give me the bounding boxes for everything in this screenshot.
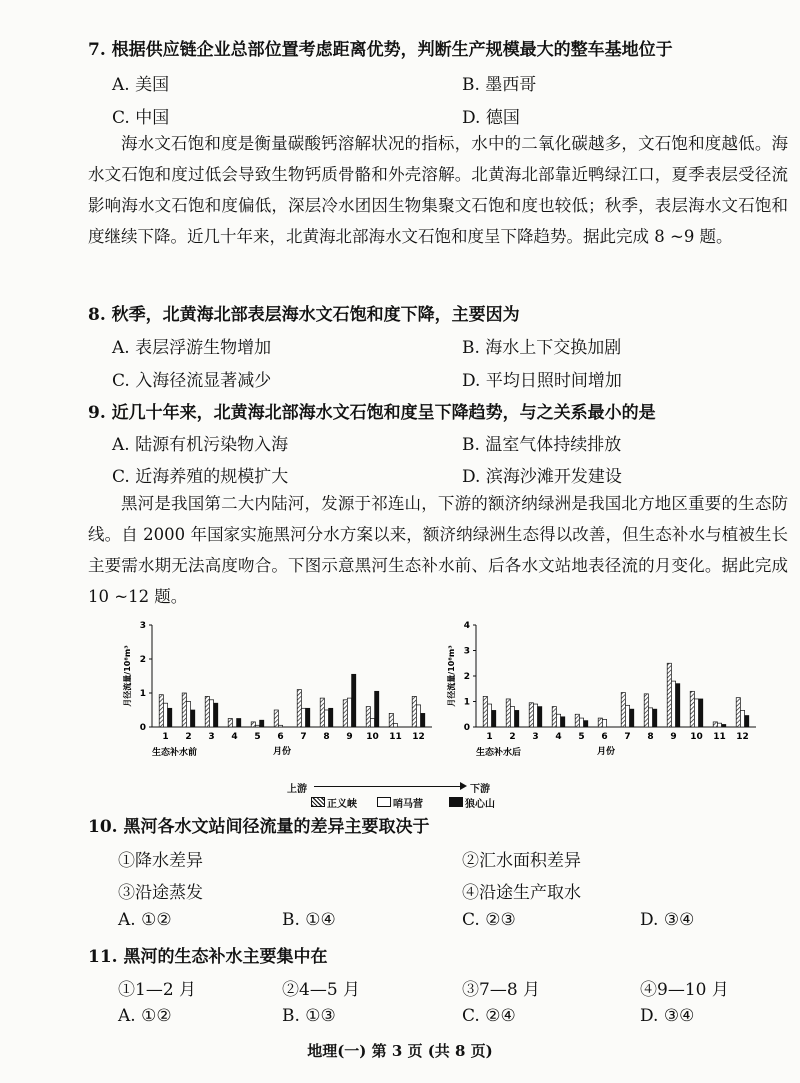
q8-option-a: A. 表层浮游生物增加 [112, 338, 272, 358]
bar-zhengyixia-m12 [412, 696, 416, 727]
y-tick-label: 2 [139, 655, 146, 665]
x-tick-label: 11 [713, 732, 726, 742]
x-tick-label: 11 [389, 732, 402, 742]
y-tick-label: 4 [463, 621, 470, 631]
bar-zhengyixia-m7 [621, 693, 625, 727]
chart-caption: 生态补水后 [476, 748, 522, 758]
x-tick-label: 2 [185, 732, 192, 742]
bar-shaomaying-m6 [278, 725, 282, 727]
bar-langxinshan-m12 [745, 716, 749, 727]
bar-langxinshan-m9 [676, 684, 680, 727]
legend-swatch-shaomaying [377, 797, 391, 807]
x-tick-label: 7 [624, 732, 631, 742]
y-tick-label: 3 [139, 621, 146, 631]
runoff-charts [0, 615, 800, 785]
legend-arrow-head [460, 782, 467, 790]
bar-shaomaying-m1 [163, 703, 167, 727]
x-tick-label: 7 [300, 732, 307, 742]
bar-langxinshan-m1 [492, 710, 496, 727]
bar-zhengyixia-m6 [274, 710, 278, 727]
q10-option-b: B. ①④ [282, 910, 336, 930]
bar-zhengyixia-m10 [366, 707, 370, 727]
x-tick-label: 10 [366, 732, 379, 742]
legend-label-langxinshan: 狼心山 [465, 799, 495, 810]
x-tick-label: 8 [647, 732, 654, 742]
bar-zhengyixia-m11 [713, 722, 717, 727]
q7-option-a: A. 美国 [112, 75, 170, 95]
q9-stem: 9. 近几十年来，北黄海北部海水文石饱和度呈下降趋势，与之关系最小的是 [88, 403, 656, 423]
bar-zhengyixia-m1 [483, 696, 487, 727]
q8-option-c: C. 入海径流显著减少 [112, 371, 272, 391]
x-tick-label: 4 [231, 732, 238, 742]
q9-option-c: C. 近海养殖的规模扩大 [112, 467, 289, 487]
bar-zhengyixia-m6 [598, 718, 602, 727]
bar-langxinshan-m10 [699, 699, 703, 727]
passage-heihe: 黑河是我国第二大内陆河，发源于祁连山，下游的额济纳绿洲是我国北方地区重要的生态防线。自 2000 年国家实施黑河分水方案以来，额济纳绿洲生态得以改善，但生态补水与植被生长主要需水期无法高度吻合。下图示意黑河生态补水前、后各水文站地表径流的月变化。据此完成 10 ~12 题。 [88, 494, 788, 606]
bar-zhengyixia-m2 [506, 699, 510, 727]
bar-shaomaying-m5 [255, 725, 259, 727]
q11-item-1: ①1—2 月 [118, 980, 197, 1000]
bar-langxinshan-m9 [352, 674, 356, 727]
legend-swatch-langxinshan [449, 797, 463, 807]
bar-zhengyixia-m5 [251, 722, 255, 727]
legend-label-shaomaying: 哨马营 [393, 799, 423, 810]
bar-zhengyixia-m3 [529, 703, 533, 727]
x-axis-label: 月份 [272, 747, 292, 757]
q10-option-c: C. ②③ [462, 910, 516, 930]
x-tick-label: 4 [555, 732, 562, 742]
q8-stem: 8. 秋季，北黄海北部表层海水文石饱和度下降，主要因为 [88, 305, 520, 325]
bar-shaomaying-m10 [694, 699, 698, 727]
x-tick-label: 8 [323, 732, 330, 742]
bar-zhengyixia-m9 [343, 700, 347, 727]
bar-shaomaying-m7 [301, 708, 305, 727]
bar-zhengyixia-m5 [575, 714, 579, 727]
legend-arrow [314, 786, 462, 787]
x-tick-label: 12 [736, 732, 749, 742]
bar-langxinshan-m1 [168, 708, 172, 727]
y-axis-label: 月径流量/10⁸m³ [447, 645, 456, 707]
bar-shaomaying-m9 [671, 681, 675, 727]
legend-label-zhengyixia: 正义峡 [327, 799, 357, 810]
x-tick-label: 9 [670, 732, 677, 742]
bar-zhengyixia-m8 [644, 694, 648, 727]
bar-langxinshan-m7 [306, 708, 310, 727]
bar-zhengyixia-m4 [228, 719, 232, 728]
bar-zhengyixia-m1 [159, 695, 163, 727]
x-axis-label: 月份 [596, 747, 616, 757]
y-tick-label: 1 [463, 697, 470, 708]
bar-langxinshan-m4 [237, 719, 241, 728]
x-tick-label: 9 [346, 732, 353, 742]
q9-option-a: A. 陆源有机污染物入海 [112, 435, 289, 455]
x-tick-label: 1 [486, 732, 493, 742]
x-tick-label: 3 [532, 732, 539, 742]
bar-shaomaying-m8 [324, 710, 328, 727]
bar-langxinshan-m8 [329, 708, 333, 727]
bar-langxinshan-m3 [214, 703, 218, 727]
bar-langxinshan-m12 [421, 713, 425, 727]
bar-shaomaying-m9 [347, 698, 351, 727]
bar-shaomaying-m11 [717, 723, 721, 727]
x-tick-label: 5 [578, 732, 585, 742]
q10-stem: 10. 黑河各水文站间径流量的差异主要取决于 [88, 817, 430, 837]
x-tick-label: 10 [690, 732, 703, 742]
bar-shaomaying-m8 [648, 708, 652, 727]
bar-langxinshan-m5 [260, 720, 264, 727]
bar-zhengyixia-m3 [205, 696, 209, 727]
y-tick-label: 0 [463, 723, 470, 733]
q9-option-b: B. 温室气体持续排放 [462, 435, 622, 455]
bar-shaomaying-m10 [370, 719, 374, 728]
bar-shaomaying-m12 [416, 705, 420, 727]
page-footer: 地理(一) 第 3 页 (共 8 页) [307, 1042, 493, 1060]
bar-langxinshan-m2 [191, 710, 195, 727]
bar-shaomaying-m5 [579, 718, 583, 727]
x-tick-label: 3 [208, 732, 215, 742]
q11-option-b: B. ①③ [282, 1006, 336, 1026]
x-tick-label: 1 [162, 732, 169, 742]
q11-item-2: ②4—5 月 [282, 980, 361, 1000]
bar-langxinshan-m3 [538, 707, 542, 727]
bar-zhengyixia-m9 [667, 663, 671, 727]
bar-shaomaying-m2 [510, 707, 514, 727]
q7-option-c: C. 中国 [112, 108, 170, 128]
bar-shaomaying-m1 [487, 704, 491, 727]
q11-option-c: C. ②④ [462, 1006, 516, 1026]
x-tick-label: 5 [254, 732, 261, 742]
q11-item-3: ③7—8 月 [462, 980, 541, 1000]
q10-option-d: D. ③④ [640, 910, 695, 930]
bar-shaomaying-m3 [209, 700, 213, 727]
q8-option-b: B. 海水上下交换加剧 [462, 338, 622, 358]
q8-option-d: D. 平均日照时间增加 [462, 371, 622, 391]
x-tick-label: 12 [412, 732, 425, 742]
q10-item-4: ④沿途生产取水 [462, 883, 581, 903]
q11-option-d: D. ③④ [640, 1006, 695, 1026]
bar-shaomaying-m4 [556, 714, 560, 727]
bar-langxinshan-m5 [584, 721, 588, 727]
y-tick-label: 0 [139, 723, 146, 733]
legend-swatch-zhengyixia [311, 797, 325, 807]
legend-downstream: 下游 [470, 784, 490, 795]
q7-option-b: B. 墨西哥 [462, 75, 537, 95]
q10-item-1: ①降水差异 [118, 851, 203, 871]
x-tick-label: 6 [601, 732, 608, 742]
y-tick-label: 3 [463, 646, 470, 657]
q11-option-a: A. ①② [118, 1006, 172, 1026]
bar-zhengyixia-m10 [690, 691, 694, 727]
bar-zhengyixia-m4 [552, 707, 556, 727]
bar-shaomaying-m12 [740, 710, 744, 727]
bar-shaomaying-m2 [186, 702, 190, 728]
q10-option-a: A. ①② [118, 910, 172, 930]
bar-langxinshan-m10 [375, 691, 379, 727]
bar-shaomaying-m11 [393, 724, 397, 727]
chart-after [446, 621, 756, 758]
bar-shaomaying-m7 [625, 705, 629, 727]
bar-shaomaying-m6 [602, 719, 606, 727]
chart-caption: 生态补水前 [152, 748, 198, 758]
bar-zhengyixia-m2 [182, 693, 186, 727]
bar-langxinshan-m8 [653, 709, 657, 727]
q10-item-2: ②汇水面积差异 [462, 851, 581, 871]
q7-stem: 7. 根据供应链企业总部位置考虑距离优势，判断生产规模最大的整车基地位于 [88, 40, 673, 60]
bar-zhengyixia-m12 [736, 698, 740, 727]
x-tick-label: 2 [509, 732, 516, 742]
bar-langxinshan-m7 [630, 709, 634, 727]
bar-zhengyixia-m8 [320, 698, 324, 727]
y-axis-label: 月径流量/10⁸m³ [123, 645, 132, 707]
y-tick-label: 1 [139, 689, 146, 699]
bar-langxinshan-m4 [561, 717, 565, 727]
bar-zhengyixia-m7 [297, 690, 301, 727]
q11-stem: 11. 黑河的生态补水主要集中在 [88, 947, 328, 967]
legend-upstream: 上游 [287, 784, 307, 795]
x-tick-label: 6 [277, 732, 284, 742]
y-tick-label: 2 [463, 672, 470, 682]
bar-langxinshan-m11 [722, 724, 726, 727]
bar-zhengyixia-m11 [389, 713, 393, 727]
q10-item-3: ③沿途蒸发 [118, 883, 203, 903]
passage-aragonite: 海水文石饱和度是衡量碳酸钙溶解状况的指标，水中的二氧化碳越多，文石饱和度越低。海水文石饱和度过低会导致生物钙质骨骼和外壳溶解。北黄海北部靠近鸭绿江口，夏季表层受径流影响海水文石饱和度偏低，深层冷水团因生物集聚文石饱和度也较低；秋季，表层海水文石饱和度继续下降。近几十年来，北黄海北部海水文石饱和度呈下降趋势。据此完成 8 ~9 题。 [88, 134, 788, 246]
q11-item-4: ④9—10 月 [640, 980, 729, 1000]
bar-shaomaying-m3 [533, 704, 537, 727]
q7-option-d: D. 德国 [462, 108, 520, 128]
bar-langxinshan-m2 [515, 710, 519, 727]
q9-option-d: D. 滨海沙滩开发建设 [462, 467, 622, 487]
chart-before [122, 621, 432, 758]
